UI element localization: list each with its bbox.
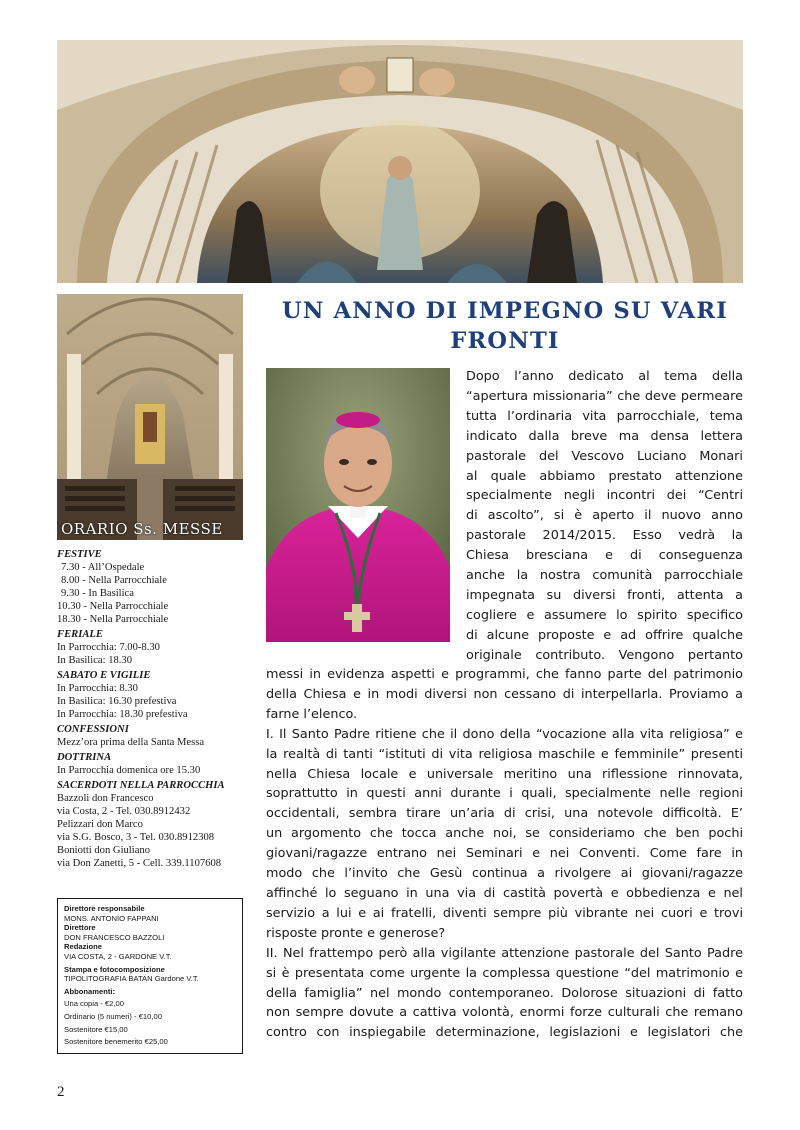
body-line: la realtà di tanti “istituti di vita religiosa maschile e femminile” presenti xyxy=(266,746,743,762)
schedule-line: 18.30 - Nella Parrocchiale xyxy=(57,614,169,625)
colophon-label: Direttore responsabile xyxy=(64,904,145,913)
colophon-label: Redazione xyxy=(64,942,102,952)
body-line: occidentali, sembra tirare un’aria di crisi, una notevole difficoltà. E’ xyxy=(266,806,743,822)
colophon-value: DON FRANCESCO BAZZOLI xyxy=(64,932,165,942)
body-line: Chiesa bresciana e di conseguenza xyxy=(466,548,743,564)
schedule-line: 9.30 - In Basilica xyxy=(61,588,134,599)
colophon-value: TIPOLITOGRAFIA BATAN Gardone V.T. xyxy=(64,974,199,984)
body-line: I. Il Santo Padre ritiene che il dono della “vocazione alla vita religiosa” e xyxy=(266,726,743,742)
body-line: servizio a lui e ai fratelli, diventi sempre più vibrante nei cuori e trovi xyxy=(266,905,743,921)
body-line: tutta l’ordinaria vita parrocchiale, tema xyxy=(466,408,743,424)
schedule-line: In Parrocchia domenica ore 15.30 xyxy=(57,765,201,776)
feriale-title: FERIALE xyxy=(57,629,103,640)
sabato-title: SABATO E VIGILIE xyxy=(57,670,151,681)
body-line: affinché lo seguano in una via di castità povertà e obbedienza e nel xyxy=(266,885,743,901)
body-line: non sempre dovute a cattiva volontà, enormi forze culturali che remano xyxy=(266,1005,743,1021)
body-line: messi in evidenza aspetti e programmi, che fanno parte del patrimonio xyxy=(266,667,743,682)
body-line: “apertura missionaria” che deve permeare xyxy=(466,388,743,404)
body-line: specialmente negli incontri dei “Centri xyxy=(466,488,743,504)
mass-schedule xyxy=(57,546,247,870)
priest-line: Bazzoli don Francesco xyxy=(57,793,154,804)
subscription-line: Sostenitore benemerito €25,00 xyxy=(64,1037,168,1047)
body-line: modo che l’invito che Gesù continua a rivolgere ai giovani/ragazze xyxy=(266,866,743,882)
body-line: II. Nel frattempo però alla vigilante attenzione pastorale del Santo Padre xyxy=(266,945,743,961)
confessioni-title: CONFESSIONI xyxy=(57,724,129,735)
subscription-line: Una copia - €2,00 xyxy=(64,999,124,1009)
article-body-full xyxy=(266,665,743,1043)
body-line: contro con inspiegabile determinazione, legislazioni e legislatori che xyxy=(266,1025,743,1041)
body-line: si è presentata come urgente la complessa questione “del matrimonio e xyxy=(266,965,743,981)
body-line: di ascolto”, si è aperto il nuovo anno xyxy=(466,508,743,524)
body-line: un argomento che tocca anche noi, se consideriamo che ben pochi xyxy=(266,826,743,842)
priest-line: via Costa, 2 - Tel. 030.8912432 xyxy=(57,806,191,817)
body-line: originale contributo. Vengono pertanto xyxy=(466,647,743,663)
article-title-line: UN ANNO DI IMPEGNO SU VARI xyxy=(282,298,728,324)
schedule-line: In Parrocchia: 7.00-8.30 xyxy=(57,642,160,653)
subscription-line: Sostenitore €15,00 xyxy=(64,1024,128,1034)
body-line: soprattutto in questi anni durante i quali, specialmente nelle regioni xyxy=(266,786,743,802)
schedule-line: 8.00 - Nella Parrocchiale xyxy=(61,575,167,586)
body-line: di alcune proposte e ad offrire qualche xyxy=(466,627,743,643)
article-body-right xyxy=(466,367,743,666)
body-line: anche la nostra comunità parrocchiale xyxy=(466,568,743,584)
body-line: impegnata su diversi fronti, attenta a xyxy=(466,587,743,603)
priest-line: Boniotti don Giuliano xyxy=(57,845,150,856)
orario-title: ORARIO Ss. MESSE xyxy=(61,520,223,538)
colophon-label: Abbonamenti: xyxy=(64,986,116,996)
schedule-line: Mezz’ora prima della Santa Messa xyxy=(57,737,205,748)
schedule-line: In Parrocchia: 18.30 prefestiva xyxy=(57,709,188,720)
body-line: giovani/ragazze entrano nei Seminari e nei Conventi. Come fare in xyxy=(266,846,743,862)
body-line: indicato dalla breve ma densa lettera xyxy=(466,428,743,444)
colophon-box xyxy=(57,898,243,1054)
schedule-line: In Basilica: 18.30 xyxy=(57,655,133,666)
schedule-line: 7.30 - All’Ospedale xyxy=(61,562,145,573)
festive-title: FESTIVE xyxy=(57,549,102,560)
colophon-value: MONS. ANTONIO FAPPANI xyxy=(64,913,159,923)
bishop-portrait-image xyxy=(266,368,450,642)
colophon-label: Stampa e fotocomposizione xyxy=(64,964,165,974)
body-line: Dopo l’anno dedicato al tema della xyxy=(466,369,743,384)
body-line: pastorale 2014/2015. Esso vedrà la xyxy=(466,528,743,544)
body-line: pastorale del Vescovo Luciano Monari xyxy=(466,448,743,464)
body-line: della famiglia” nel mondo contemporaneo. Dolorose situazioni di fatto xyxy=(266,985,743,1001)
body-line: al quale abbiamo prestato attenzione xyxy=(466,468,743,484)
body-line: nella Chiesa locale e universale meritino una riflessione rinnovata, xyxy=(266,766,743,782)
colophon-label: Direttore xyxy=(64,923,96,933)
article-title xyxy=(266,296,744,356)
schedule-line: 10.30 - Nella Parrocchiale xyxy=(57,601,169,612)
body-line: farne l’elenco. xyxy=(266,706,358,722)
body-line: risposte pronte e generose? xyxy=(266,925,446,941)
schedule-line: In Parrocchia: 8.30 xyxy=(57,683,138,694)
body-line: cogliere e assumere lo spirito specifico xyxy=(466,607,743,623)
fresco-image xyxy=(57,40,743,283)
priest-line: Pelizzari don Marco xyxy=(57,819,143,830)
priest-line: via Don Zanetti, 5 - Cell. 339.1107608 xyxy=(57,858,222,869)
article-title-line: FRONTI xyxy=(450,328,560,354)
colophon-value: VIA COSTA, 2 - GARDONE V.T. xyxy=(64,951,172,961)
sacerdoti-title: SACERDOTI NELLA PARROCCHIA xyxy=(57,780,225,791)
church-interior-image xyxy=(57,294,243,540)
page-number: 2 xyxy=(57,1084,65,1100)
subscription-line: Ordinario (5 numeri) - €10,00 xyxy=(64,1011,162,1021)
body-line: della Chiesa e in modi diversi non cessano di interpellarla. Proviamo a xyxy=(266,686,743,702)
schedule-line: In Basilica: 16.30 prefestiva xyxy=(57,696,177,707)
priest-line: via S.G. Bosco, 3 - Tel. 030.8912308 xyxy=(57,832,215,843)
dottrina-title: DOTTRINA xyxy=(57,752,112,763)
